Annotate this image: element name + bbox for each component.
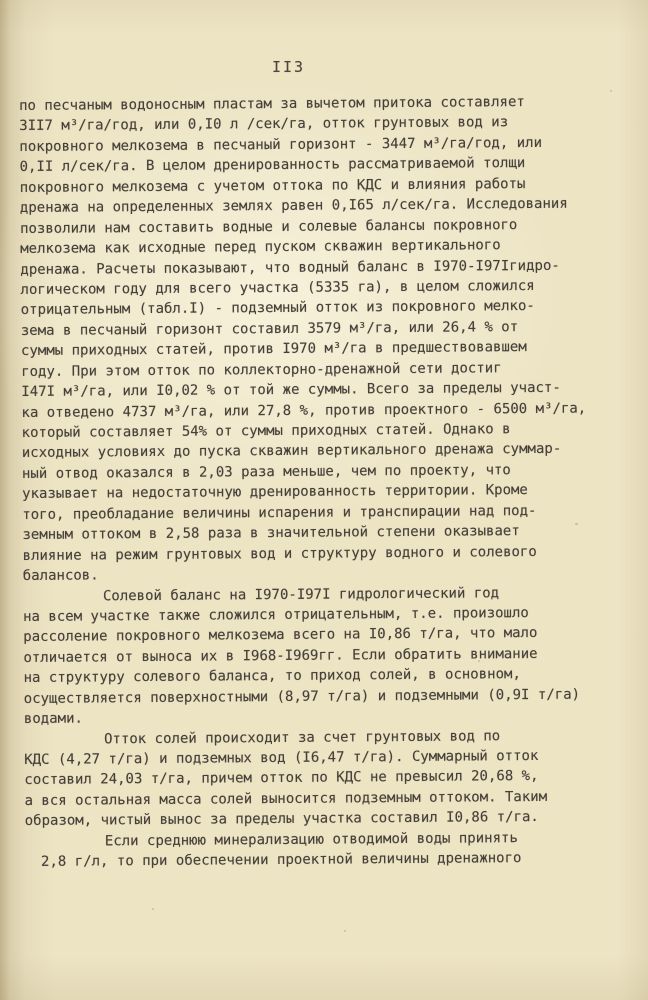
text-line: водами.: [23, 710, 83, 728]
text-line-paragraph-start: Если среднюю минерализацию отводимой воды принять: [104, 829, 518, 850]
paper-speck: [478, 660, 480, 662]
text-line: отличается от выноса их в I968-I969гг. Если обратить внимание: [23, 645, 538, 666]
text-line: покровного мелкозема с учетом оттока по КДС и влияния работы: [19, 175, 526, 196]
text-line: дренажа. Расчеты показывают, что водный баланс в I970-I97Iгидро-: [20, 257, 560, 278]
text-line: зема в песчаный горизонт составил 3579 м³/га, или 26,4 % от: [20, 318, 519, 339]
text-line: того, преобладание величины испарения и транспирации над под-: [22, 502, 537, 523]
text-line: на структуру солевого баланса, то приход солей, в основном,: [23, 666, 521, 687]
text-line: образом, чистый вынос за пределы участка составил I0,86 т/га.: [24, 809, 539, 830]
paper-speck: [408, 168, 410, 170]
text-line: по песчаным водоносным пластам за вычетом притока составляет: [19, 94, 525, 114]
text-line-paragraph-start: Солевой баланс на I970-I97I гидрологический год: [102, 584, 500, 604]
text-line: логическом году для всего участка (5335 га), в целом сложился: [20, 277, 535, 298]
text-line: I47I м³/га, или I0,02 % от той же суммы. Всего за пределы участ-: [21, 379, 561, 401]
text-line: году. При этом отток по коллекторно-дренажной сети достиг: [21, 359, 502, 380]
text-line: позволили нам составить водные и солевые балансы покровного: [19, 216, 518, 237]
text-line: балансов.: [22, 567, 99, 585]
text-line: исходных условиях до пуска скважин вертикального дренажа суммар-: [21, 441, 562, 462]
text-line: указывает на недостаточную дренированность территории. Кроме: [22, 482, 528, 503]
text-line: 2,8 г/л, то при обеспечении проектной величины дренажного: [40, 850, 522, 871]
text-line: 3II7 м³/га/год, или 0,I0 л /сек/га, отток грунтовых вод из: [19, 114, 509, 135]
paper-speck: [610, 90, 612, 92]
text-line: влияние на режим грунтовых вод и структуру водного и солевого: [22, 543, 537, 564]
text-line: суммы приходных статей, против I970 м³/га в предшествовавшем: [20, 339, 527, 360]
body-text: [19, 91, 637, 872]
text-line: который составляет 54% от суммы приходных статей. Однако в: [21, 421, 511, 441]
text-line: КДС (4,27 т/га) и подземных вод (I6,47 т/га). Суммарный отток: [24, 747, 539, 768]
text-line: на всем участке также сложился отрицательным, т.е. произошло: [23, 604, 529, 625]
text-line: земным оттоком в 2,58 раза в значительной степени оказывает: [22, 523, 520, 544]
text-line: мелкозема как исходные перед пуском скважин вертикального: [20, 237, 501, 258]
paper-speck: [575, 523, 578, 525]
text-line: осуществляется поверхностными (8,97 т/га) и подземными (0,9I т/га): [23, 686, 581, 707]
paper-speck: [152, 908, 154, 910]
text-line: рассоление покровного мелкозема всего на I0,86 т/га, что мало: [23, 625, 538, 646]
page-number: II3: [272, 58, 306, 76]
text-line: составил 24,03 т/га, причем отток по КДС не превысил 20,68 %,: [24, 768, 539, 789]
text-line: ный отвод оказался в 2,03 раза меньше, чем по проекту, что: [21, 462, 511, 482]
text-line: покровного мелкозема в песчаный горизонт - 3447 м³/га/год, или: [19, 134, 543, 155]
paper-speck: [344, 930, 346, 932]
text-line: отрицательным (табл.I) - подземный отток из покровного мелко-: [20, 298, 535, 319]
text-line: дренажа на определенных землях равен 0,I65 л/сек/га. Исследования: [19, 195, 568, 217]
text-line-paragraph-start: Отток солей происходит за счет грунтовых вод по: [103, 727, 501, 747]
text-line: 0,II л/сек/га. В целом дренированность рассматриваемой толщи: [19, 155, 526, 176]
text-line: ка отведено 4737 м³/га, или 27,8 %, против проектного - 6500 м³/га,: [21, 400, 587, 421]
text-line: а вся остальная масса солей выносится подземным оттоком. Таким: [24, 788, 548, 809]
